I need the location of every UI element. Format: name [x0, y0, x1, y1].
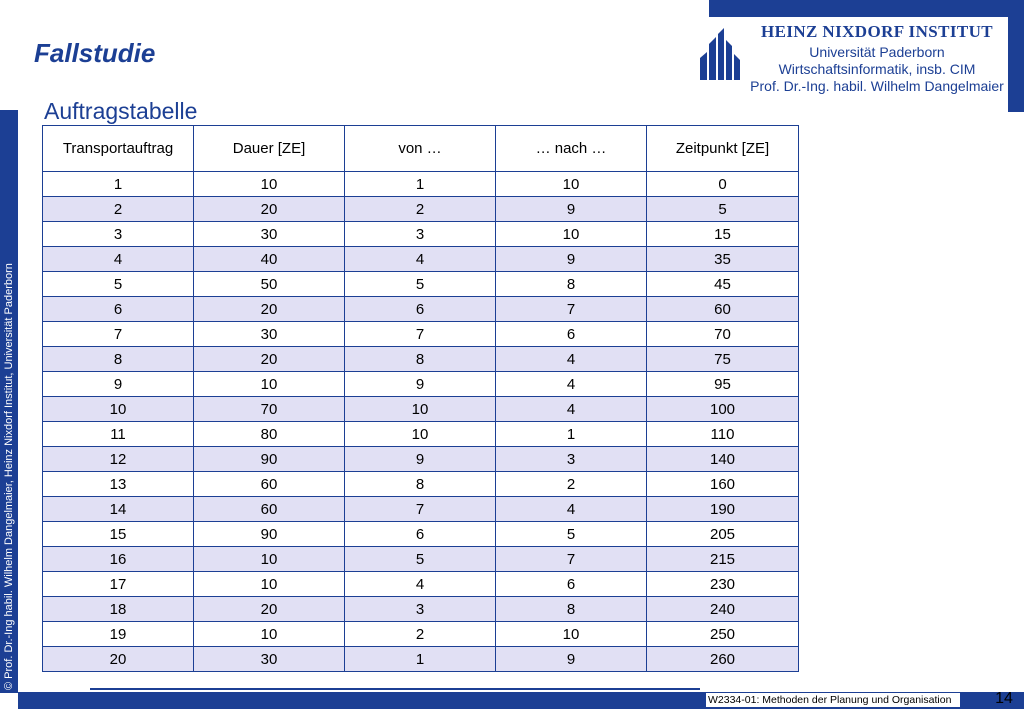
table-cell: 8 [496, 272, 647, 297]
table-cell: 8 [496, 597, 647, 622]
table-cell: 10 [194, 547, 345, 572]
table-cell: 1 [43, 172, 194, 197]
table-cell: 9 [496, 247, 647, 272]
table-cell: 9 [345, 372, 496, 397]
table-cell: 10 [194, 372, 345, 397]
table-cell: 250 [647, 622, 799, 647]
table-cell: 5 [345, 272, 496, 297]
table-cell: 30 [194, 322, 345, 347]
institute-department: Wirtschaftsinformatik, insb. CIM [778, 61, 976, 77]
table-cell: 7 [345, 497, 496, 522]
table-cell: 90 [194, 447, 345, 472]
table-cell: 17 [43, 572, 194, 597]
table-cell: 2 [345, 622, 496, 647]
slide-title: Fallstudie [34, 38, 156, 68]
copyright-notice: © Prof. Dr.-Ing habil. Wilhelm Dangelmaier, Heinz Nixdorf Institut, Universität Paderborn [3, 263, 15, 690]
table-cell: 7 [496, 297, 647, 322]
table-cell: 260 [647, 647, 799, 672]
table-cell: 2 [345, 197, 496, 222]
table-cell: 3 [345, 222, 496, 247]
table-cell: 240 [647, 597, 799, 622]
column-header: Transportauftrag [43, 126, 194, 172]
table-cell: 6 [43, 297, 194, 322]
table-cell: 19 [43, 622, 194, 647]
course-footer: W2334-01: Methoden der Planung und Organisation [706, 693, 960, 707]
table-cell: 15 [647, 222, 799, 247]
table-cell: 10 [194, 572, 345, 597]
table-row [43, 297, 799, 322]
table-cell: 12 [43, 447, 194, 472]
table-cell: 30 [194, 222, 345, 247]
table-cell: 7 [496, 547, 647, 572]
top-accent-bar [709, 0, 1024, 17]
table-row [43, 522, 799, 547]
table-cell: 10 [496, 172, 647, 197]
table-row [43, 397, 799, 422]
column-header: Zeitpunkt [ZE] [647, 126, 799, 172]
table-cell: 3 [345, 597, 496, 622]
table-cell: 205 [647, 522, 799, 547]
table-cell: 7 [43, 322, 194, 347]
table-cell: 8 [345, 472, 496, 497]
table-row [43, 547, 799, 572]
table-row [43, 197, 799, 222]
table-cell: 5 [43, 272, 194, 297]
table-body [43, 172, 799, 672]
table-cell: 95 [647, 372, 799, 397]
table-cell: 70 [194, 397, 345, 422]
table-cell: 4 [43, 247, 194, 272]
table-cell: 7 [345, 322, 496, 347]
table-cell: 100 [647, 397, 799, 422]
table-cell: 9 [345, 447, 496, 472]
table-cell: 20 [194, 347, 345, 372]
table-row [43, 472, 799, 497]
table-cell: 20 [43, 647, 194, 672]
bottom-divider-line [90, 688, 700, 690]
table-cell: 8 [43, 347, 194, 372]
column-header: … nach … [496, 126, 647, 172]
table-cell: 60 [194, 472, 345, 497]
table-cell: 6 [496, 322, 647, 347]
table-row [43, 422, 799, 447]
table-cell: 10 [43, 397, 194, 422]
table-cell: 18 [43, 597, 194, 622]
table-cell: 20 [194, 297, 345, 322]
table-cell: 8 [345, 347, 496, 372]
table-cell: 4 [496, 372, 647, 397]
table-cell: 215 [647, 547, 799, 572]
table-row [43, 597, 799, 622]
table-cell: 4 [496, 397, 647, 422]
table-row [43, 222, 799, 247]
table-cell: 6 [345, 297, 496, 322]
order-table [42, 125, 799, 672]
institute-logo-icon [700, 28, 740, 80]
table-cell: 35 [647, 247, 799, 272]
table-cell: 4 [496, 347, 647, 372]
table-cell: 90 [194, 522, 345, 547]
table-cell: 10 [496, 222, 647, 247]
slide-subtitle: Auftragstabelle [44, 98, 198, 124]
table-cell: 4 [345, 247, 496, 272]
table-cell: 3 [43, 222, 194, 247]
table-row [43, 372, 799, 397]
table-cell: 4 [496, 497, 647, 522]
table-cell: 30 [194, 647, 345, 672]
table-cell: 10 [496, 622, 647, 647]
table-cell: 50 [194, 272, 345, 297]
column-header: Dauer [ZE] [194, 126, 345, 172]
table-cell: 40 [194, 247, 345, 272]
table-cell: 70 [647, 322, 799, 347]
table-cell: 5 [647, 197, 799, 222]
table-cell: 6 [496, 572, 647, 597]
table-cell: 10 [194, 172, 345, 197]
institute-name: HEINZ NIXDORF INSTITUT [760, 22, 994, 41]
table-cell: 190 [647, 497, 799, 522]
table-cell: 2 [43, 197, 194, 222]
table-cell: 11 [43, 422, 194, 447]
table-cell: 16 [43, 547, 194, 572]
institute-university: Universität Paderborn [809, 44, 945, 60]
table-cell: 1 [496, 422, 647, 447]
table-cell: 75 [647, 347, 799, 372]
table-row [43, 347, 799, 372]
table-cell: 14 [43, 497, 194, 522]
table-row [43, 322, 799, 347]
table-cell: 1 [345, 647, 496, 672]
table-row [43, 647, 799, 672]
table-cell: 230 [647, 572, 799, 597]
table-cell: 4 [345, 572, 496, 597]
column-header: von … [345, 126, 496, 172]
table-cell: 5 [496, 522, 647, 547]
table-cell: 45 [647, 272, 799, 297]
table-cell: 140 [647, 447, 799, 472]
table-cell: 0 [647, 172, 799, 197]
table-header-row [43, 126, 799, 172]
table-row [43, 272, 799, 297]
right-accent-bar [1008, 17, 1024, 112]
table-row [43, 172, 799, 197]
table-cell: 10 [345, 422, 496, 447]
table-cell: 9 [496, 197, 647, 222]
table-cell: 10 [345, 397, 496, 422]
table-cell: 2 [496, 472, 647, 497]
table-cell: 9 [43, 372, 194, 397]
table-row [43, 622, 799, 647]
table-cell: 10 [194, 622, 345, 647]
institute-header [744, 22, 1010, 95]
table-cell: 80 [194, 422, 345, 447]
table-cell: 110 [647, 422, 799, 447]
table-cell: 5 [345, 547, 496, 572]
table-cell: 60 [194, 497, 345, 522]
table-cell: 60 [647, 297, 799, 322]
table-cell: 6 [345, 522, 496, 547]
table-row [43, 497, 799, 522]
table-cell: 9 [496, 647, 647, 672]
table-cell: 13 [43, 472, 194, 497]
table-row [43, 572, 799, 597]
table-cell: 1 [345, 172, 496, 197]
table-cell: 20 [194, 197, 345, 222]
table-row [43, 447, 799, 472]
page-number: 14 [995, 690, 1013, 707]
table-cell: 3 [496, 447, 647, 472]
table-cell: 15 [43, 522, 194, 547]
table-cell: 20 [194, 597, 345, 622]
table-cell: 160 [647, 472, 799, 497]
institute-professor: Prof. Dr.-Ing. habil. Wilhelm Dangelmaier [750, 78, 1004, 94]
table-row [43, 247, 799, 272]
